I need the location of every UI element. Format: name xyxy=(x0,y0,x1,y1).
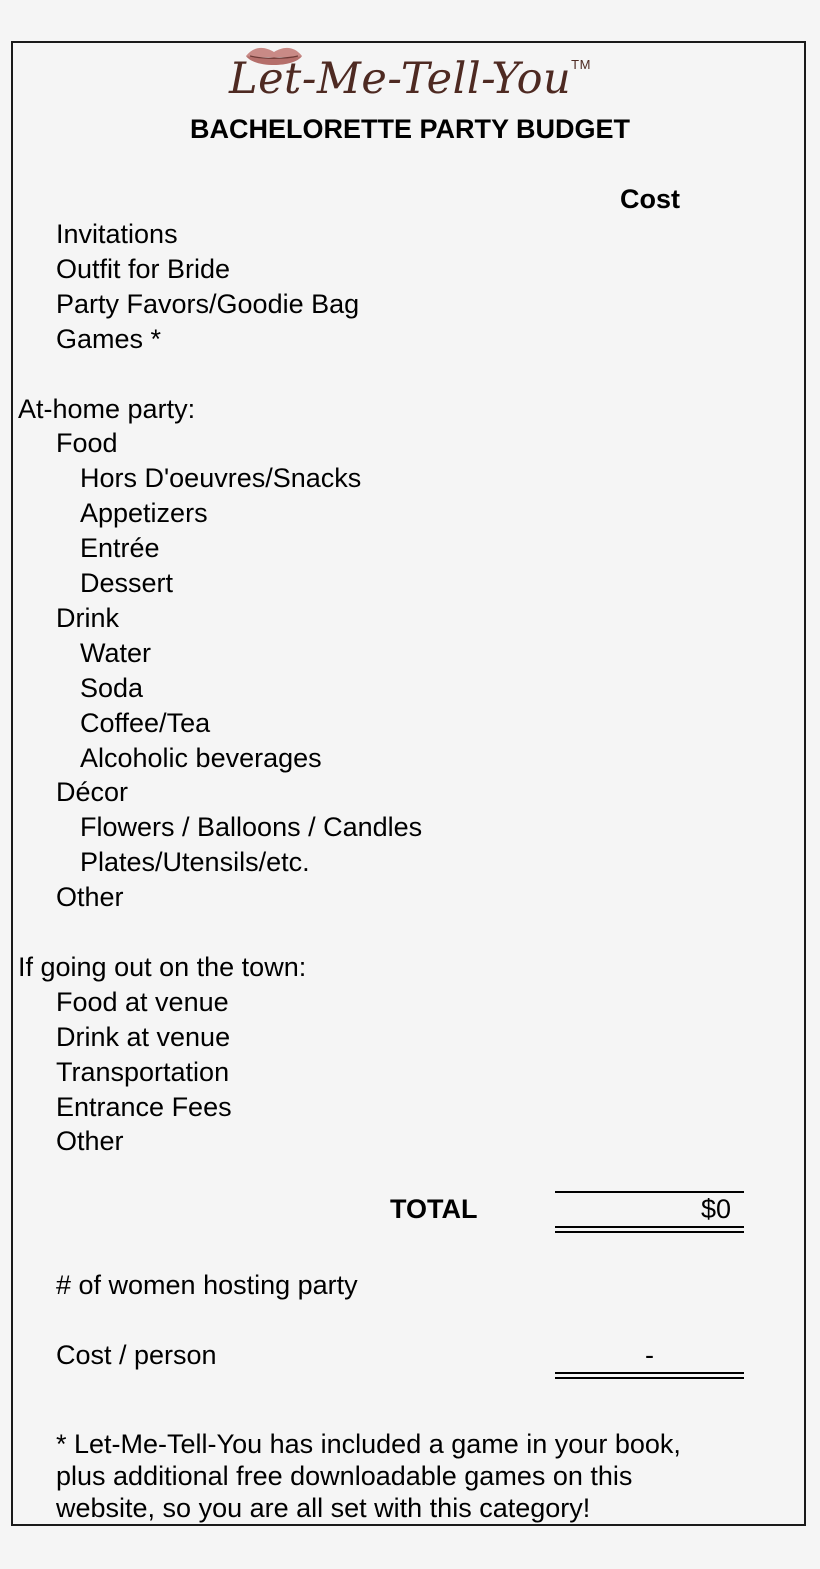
budget-item: Other xyxy=(56,882,124,912)
budget-subitem: Plates/Utensils/etc. xyxy=(80,847,310,877)
budget-item: Entrance Fees xyxy=(56,1092,232,1122)
footnote-line: * Let-Me-Tell-You has included a game in your book, xyxy=(56,1429,681,1459)
budget-item: Food at venue xyxy=(56,987,229,1017)
budget-item: Drink xyxy=(56,603,120,633)
section-heading: At-home party: xyxy=(18,394,196,424)
page-title: BACHELORETTE PARTY BUDGET xyxy=(189,114,630,144)
total-double-rule-1 xyxy=(555,1226,744,1228)
budget-item: Drink at venue xyxy=(56,1022,231,1052)
cost-per-person-label: Cost / person xyxy=(56,1340,217,1370)
budget-subitem: Hors D'oeuvres/Snacks xyxy=(80,463,362,493)
budget-item: Food xyxy=(56,428,118,458)
footnote xyxy=(56,1428,756,1524)
brand-logo xyxy=(0,54,820,104)
per-person-double-rule-1 xyxy=(555,1372,744,1374)
budget-subitem: Water xyxy=(80,638,152,668)
total-top-rule xyxy=(555,1191,744,1193)
footnote-line: website, so you are all set with this category! xyxy=(56,1493,591,1523)
budget-subitem: Appetizers xyxy=(80,498,208,528)
trademark-symbol: TM xyxy=(571,57,591,72)
budget-item: Other xyxy=(56,1126,124,1156)
budget-subitem: Dessert xyxy=(80,568,174,598)
section-heading: If going out on the town: xyxy=(18,952,307,982)
brand-logo-text: Let-Me-Tell-You xyxy=(229,54,572,104)
hosting-count-label: # of women hosting party xyxy=(56,1270,358,1300)
cost-per-person-value: - xyxy=(645,1340,654,1370)
total-value: $0 xyxy=(700,1194,731,1224)
budget-item: Décor xyxy=(56,777,129,807)
budget-subitem: Flowers / Balloons / Candles xyxy=(80,812,423,842)
total-label: TOTAL xyxy=(390,1194,478,1224)
budget-item: Transportation xyxy=(56,1057,230,1087)
budget-item: Party Favors/Goodie Bag xyxy=(56,289,360,319)
budget-item: Invitations xyxy=(56,219,178,249)
budget-subitem: Coffee/Tea xyxy=(80,708,211,738)
budget-subitem: Alcoholic beverages xyxy=(80,743,322,773)
budget-subitem: Soda xyxy=(80,673,144,703)
per-person-double-rule-2 xyxy=(555,1377,744,1379)
footnote-line: plus additional free downloadable games on this xyxy=(56,1461,633,1491)
budget-item: Outfit for Bride xyxy=(56,254,231,284)
cost-column-header: Cost xyxy=(620,184,680,214)
budget-item: Games * xyxy=(56,324,162,354)
total-double-rule-2 xyxy=(555,1231,744,1233)
budget-subitem: Entrée xyxy=(80,533,160,563)
